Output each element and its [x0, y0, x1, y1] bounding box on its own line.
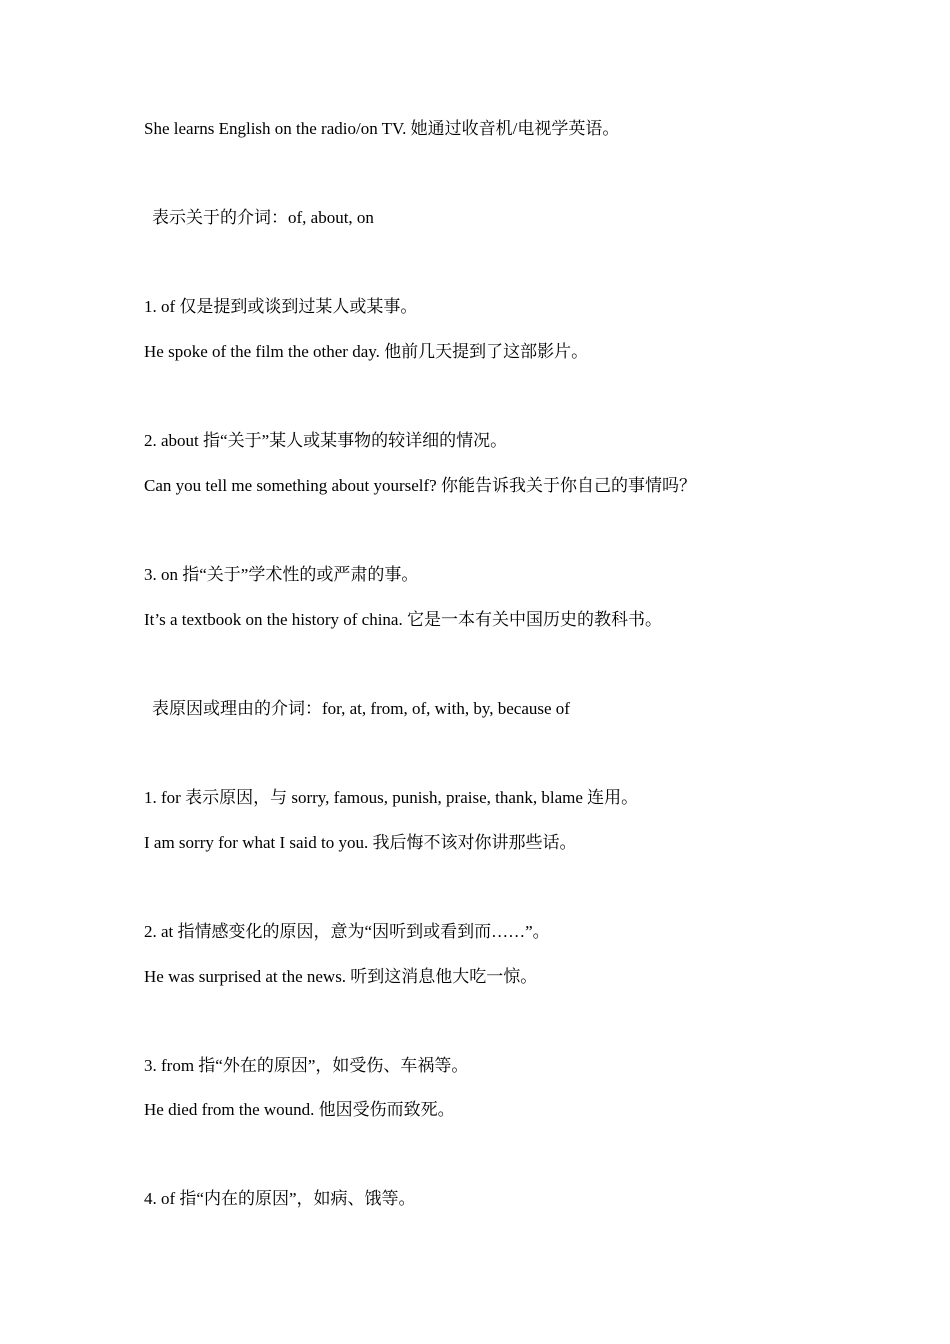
section-heading-reason-prepositions: 表原因或理由的介词：for, at, from, of, with, by, because of — [152, 699, 570, 718]
example-at: He was surprised at the news. 听到这消息他大吃一惊。 — [144, 967, 538, 986]
rule-about: 2. about 指“关于”某人或某事物的较详细的情况。 — [144, 431, 508, 450]
rule-on: 3. on 指“关于”学术性的或严肃的事。 — [144, 565, 419, 584]
example-for: I am sorry for what I said to you. 我后悔不该对你讲那些话。 — [144, 833, 577, 852]
rule-from: 3. from 指“外在的原因”，如受伤、车祸等。 — [144, 1056, 469, 1075]
rule-at: 2. at 指情感变化的原因，意为“因听到或看到而……”。 — [144, 922, 550, 941]
section-heading-about-prepositions: 表示关于的介词：of, about, on — [152, 208, 374, 227]
rule-of: 1. of 仅是提到或谈到过某人或某事。 — [144, 297, 418, 316]
example-of: He spoke of the film the other day. 他前几天提到了这部影片。 — [144, 342, 589, 361]
example-sentence-radio-tv: She learns English on the radio/on TV. 她通过收音机/电视学英语。 — [144, 119, 620, 138]
example-on: It’s a textbook on the history of china. 它是一本有关中国历史的教科书。 — [144, 610, 662, 629]
rule-for: 1. for 表示原因，与 sorry, famous, punish, praise, thank, blame 连用。 — [144, 788, 639, 807]
example-about: Can you tell me something about yourself? 你能告诉我关于你自己的事情吗？ — [144, 476, 696, 495]
rule-of-internal: 4. of 指“内在的原因”，如病、饿等。 — [144, 1189, 416, 1208]
example-from: He died from the wound. 他因受伤而致死。 — [144, 1100, 455, 1119]
